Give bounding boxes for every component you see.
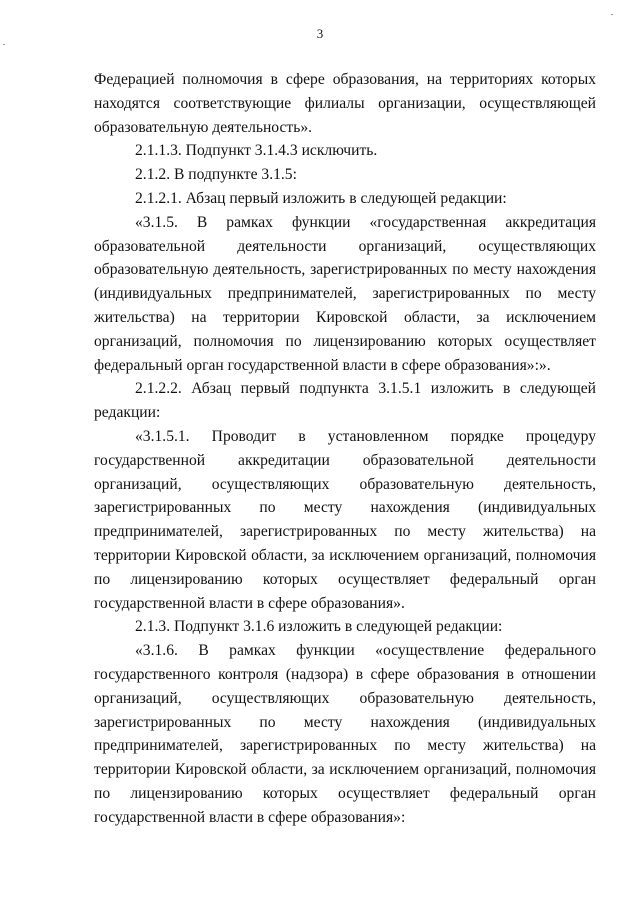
paragraph-2-1-3: 2.1.3. Подпункт 3.1.6 изложить в следующей редакции: — [135, 618, 503, 636]
paragraph-2-1-2-2: 2.1.2.2. Абзац первый подпункта 3.1.5.1 изложить в следующей редакции: — [94, 380, 596, 422]
paragraph-quote-3-1-5: «3.1.5. В рамках функции «государственная аккредитация образовательной деятельности организаций, осуществляющих образовательную деятельность, зарегистрированных по месту нахождения (индивидуальных предпринимателей, зарегистрированных по месту жительства) на территории Кировской области, за исключением организаций, полномочия по лицензированию которых осуществляет федеральный орган государственной власти в сфере образования»:». — [94, 213, 596, 374]
scan-speck — [611, 14, 613, 15]
page-number: 3 — [316, 26, 324, 41]
paragraph-2-1-2-1: 2.1.2.1. Абзац первый изложить в следующей редакции: — [135, 189, 507, 207]
paragraph-quote-3-1-5-1: «3.1.5.1. Проводит в установленном порядке процедуру государственной аккредитации образовательной деятельности организаций, осуществляющих образовательную деятельность, зарегистрированных по месту нахождения (индивидуальных предпринимателей, зарегистрированных по месту жительства) на территории Кировской области, за исключением организаций, полномочия по лицензированию которых осуществляет федеральный орган государственной власти в сфере образования». — [94, 427, 596, 612]
scan-speck — [3, 44, 5, 45]
document-body — [94, 68, 596, 830]
paragraph-continuation: Федерацией полномочия в сфере образования, на территориях которых находятся соответствующие филиалы организации, осуществляющей образовательную деятельность». — [94, 71, 596, 136]
paragraph-quote-3-1-6: «3.1.6. В рамках функции «осуществление федерального государственного контроля (надзора) в сфере образования в отношении организаций, осуществляющих образовательную деятельность, зарегистрированных по месту нахождения (индивидуальных предпринимателей, зарегистрированных по месту жительства) на территории Кировской области, за исключением организаций, полномочия по лицензированию которых осуществляет федеральный орган государственной власти в сфере образования»: — [94, 642, 596, 826]
paragraph-2-1-2: 2.1.2. В подпункте 3.1.5: — [135, 166, 297, 184]
paragraph-2-1-1-3: 2.1.1.3. Подпункт 3.1.4.3 исключить. — [135, 142, 378, 160]
